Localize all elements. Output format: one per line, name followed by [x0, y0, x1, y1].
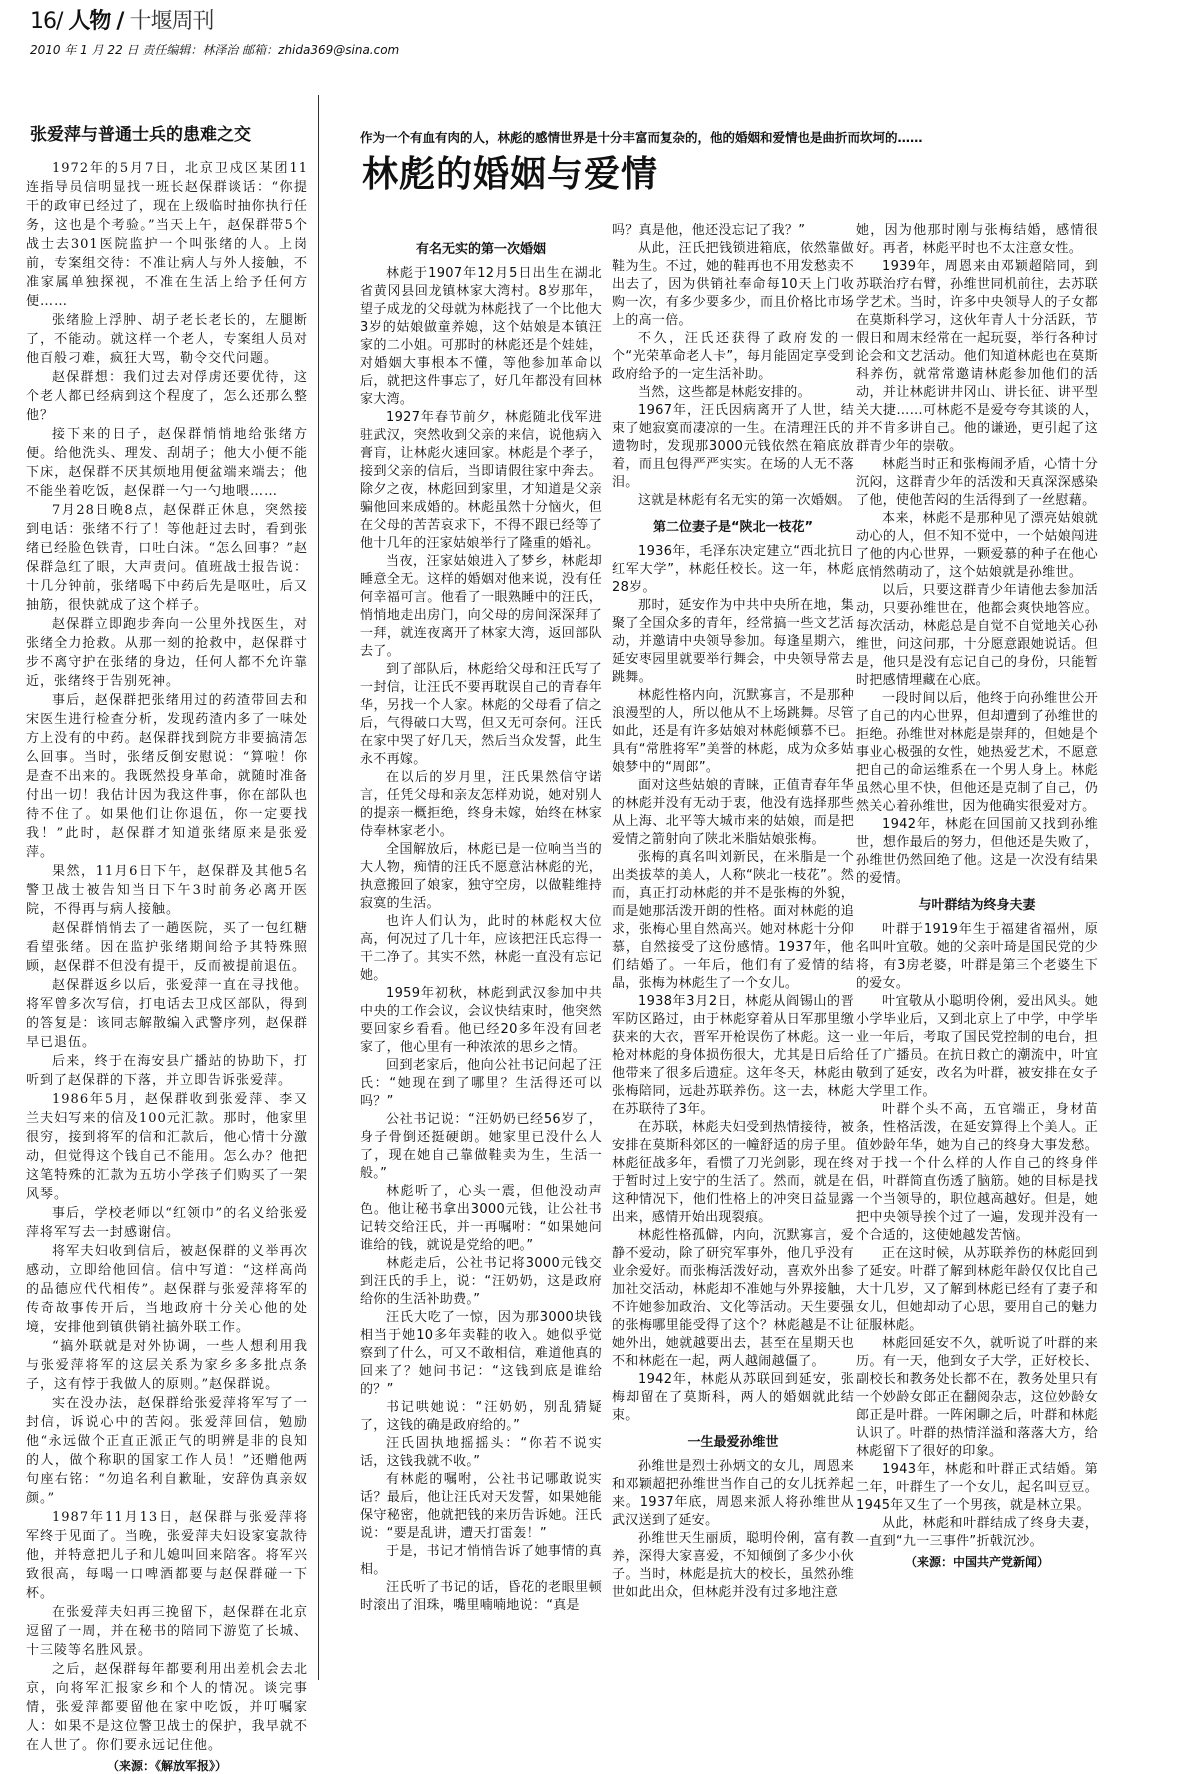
- left-article: [26, 120, 308, 1774]
- paragraph: 从此，汪氏把钱锁进箱底，依然靠做鞋为生。不过，她的鞋再也不用发愁卖不出去了，因为供销社奉命每10天上门收购一次，有多少要多少，而且价格比市场上的高一倍。: [612, 241, 854, 328]
- paragraph: 在张爱萍夫妇再三挽留下，赵保群在北京逗留了一周，并在秘书的陪同下游览了长城、十三陵等名胜风景。: [26, 1605, 308, 1658]
- paragraph: 孙维世天生丽质，聪明伶俐，富有教养，深得大家喜爱，不知倾倒了多少小伙子。当时，林彪是抗大的校长，虽然孙维世如此出众，但林彪并没有过多地注意: [612, 1531, 854, 1600]
- paragraph: 到了部队后，林彪给父母和汪氏写了一封信，让汪氏不要再耽误自己的青春年华，另找一个人家。林彪的父母看了信之后，气得破口大骂，但又无可奈何。汪氏在家中哭了好几天，然后当众发誓，此生永不再嫁。: [360, 662, 602, 767]
- paragraph: 林彪听了，心头一震，但他没动声色。他让秘书拿出3000元钱，让公社书记转交给汪氏，并一再嘱咐：“如果她问谁给的钱，就说是党给的吧。”: [360, 1184, 602, 1253]
- paragraph: 她，因为他那时刚与张梅结婚，感情很好。再者，林彪平时也不太注意女性。: [856, 223, 1098, 256]
- paragraph: 公社书记说：“汪奶奶已经56岁了，身子骨倒还挺硬朗。她家里已没什么人了，现在她自己靠做鞋卖为生，生活一般。”: [360, 1112, 602, 1181]
- page-header: [30, 4, 399, 58]
- paragraph: 1938年3月2日，林彪从阎锡山的晋军防区路过，由于林彪穿着从日军那里缴获来的大衣，晋军开枪误伤了林彪。这一枪对林彪的身体损伤很大，尤其是日后给他带来了很多后遗症。这年冬天，林彪由张梅陪同，远赴苏联养伤。这一去，林彪在苏联待了3年。: [612, 994, 854, 1117]
- paragraph: 那时，延安作为中共中央所在地，集聚了全国众多的青年，经常搞一些文艺活动，并邀请中央领导参加。每逢星期六，延安枣园里就要举行舞会，中央领导常去跳舞。: [612, 598, 854, 685]
- paragraph: 书记哄她说：“汪奶奶，别乱猜疑了，这钱的确是政府给的。”: [360, 1400, 602, 1433]
- paragraph: 事后，赵保群把张绪用过的药渣带回去和宋医生进行检查分析，发现药渣内多了一味处方上没有的中药。赵保群找到院方非要搞清怎么回事。当时，张绪反倒安慰说：“算啦！你是查不出来的。我既然投身革命，就随时准备付出一切！我估计因为我这件事，你在部队也待不住了。如果他们让你退伍，你一定要找我！”此时，赵保群才知道张绪原来是张爱萍。: [26, 693, 308, 860]
- paragraph: 1942年，林彪在回国前又找到孙维世，想作最后的努力，但他还是失败了，孙维世仍然回绝了他。这是一次没有结果的爱情。: [856, 817, 1098, 886]
- subheading: 与叶群结为终身夫妻: [918, 898, 1036, 913]
- paragraph: 赵保群悄悄去了一趟医院，买了一包红糖看望张绪。因在监护张绪期间给予其特殊照顾，赵保群不但没有提干，反而被提前退伍。: [26, 921, 308, 974]
- paragraph: 张梅的真名叫刘新民，在米脂是一个出类拔萃的美人，人称“陕北一枝花”。然而，真正打动林彪的并不是张梅的外貌，而是她那活泼开朗的性格。面对林彪的追求，张梅心里自然高兴。她对林彪十分仰慕，自然接受了这份感情。1937年，他们结婚了。一年后，他们有了爱情的结晶，张梅为林彪生了一个女儿。: [612, 850, 854, 991]
- paragraph: 赵保群想：我们过去对俘虏还要优待，这个老人都已经病到这个程度了，怎么还那么整他？: [26, 370, 308, 423]
- paragraph: 叶宜敬从小聪明伶俐，爱出风头。她小学毕业后，又到北京上了中学，中学毕业一年后，考取了国民党控制的电台，担任了广播员。在抗日救亡的潮流中，叶宜敬到了延安，改名为叶群，被安排在女子大学里工作。: [856, 994, 1098, 1099]
- main-article-intro: 作为一个有血有肉的人，林彪的感情世界是十分丰富而复杂的，他的婚姻和爱情也是曲折而坎坷的……: [360, 130, 923, 145]
- paragraph: 林彪走后，公社书记将3000元钱交到汪氏的手上，说：“汪奶奶，这是政府给你的生活补助费。”: [360, 1256, 602, 1307]
- column-divider: [318, 95, 319, 1680]
- subheading: 有名无实的第一次婚姻: [415, 242, 546, 257]
- paragraph: 当夜，汪家姑娘进入了梦乡，林彪却睡意全无。这样的婚姻对他来说，没有任何幸福可言。他看了一眼熟睡中的汪氏，悄悄地走出房门，向父母的房间深深拜了一拜，就连夜离开了林家大湾，返回部队去了。: [360, 554, 602, 659]
- paragraph: 汪氏固执地摇摇头：“你若不说实话，这钱我就不收。”: [360, 1436, 602, 1469]
- paragraph: 这就是林彪有名无实的第一次婚姻。: [638, 493, 851, 508]
- dateline: 2010 年 1 月 22 日 责任编辑：林泽治 邮箱：zhida369@sina.com: [30, 43, 400, 57]
- page-section-title: [30, 4, 399, 35]
- paragraph: 1959年初秋，林彪到武汉参加中共中央的工作会议，会议快结束时，他突然要回家乡看看。他已经20多年没有回老家了，他心里有一种浓浓的思乡之情。: [360, 986, 602, 1055]
- main-article-title: 林彪的婚姻与爱情: [362, 154, 659, 195]
- paragraph: 赵保群返乡以后，张爱萍一直在寻找他。将军曾多次写信，打电话去卫戍区部队，得到的答复是：该同志解散编入武警序列，赵保群早已退伍。: [26, 978, 308, 1050]
- paragraph: 有林彪的嘱咐，公社书记哪敢说实话？最后，他让汪氏对天发誓，如果她能保守秘密，他就把钱的来历告诉她。汪氏说：“要是乱讲，遭天打雷轰！”: [360, 1472, 602, 1541]
- paragraph: 1939年，周恩来由邓颖超陪同，到苏联治疗右臂，孙维世同机前往，去苏联学艺术。当时，许多中央领导人的子女都在莫斯科学习，这伙年青人十分活跃，节假日和周末经常在一起玩耍，举行各种讨论会和文艺活动。他们知道林彪也在莫斯科养伤，就常常邀请林彪参加他们的活动，并让林彪讲井冈山、讲长征、讲平型关大捷……可林彪不是爱夸夸其谈的人，并不肯多讲自己。他的谦逊，更引起了这群青少年的崇敬。: [856, 259, 1098, 454]
- article-source: （来源：中国共产党新闻）: [904, 1555, 1049, 1569]
- paragraph: 正在这时候，从苏联养伤的林彪回到了延安。叶群了解到林彪年龄仅仅比自己大十几岁，又了解到林彪已经有了妻子和女儿，但她却动了心思，要用自己的魅力征服林彪。: [856, 1246, 1098, 1333]
- paragraph: 于是，书记才悄悄告诉了她事情的真相。: [360, 1544, 602, 1577]
- paragraph: 林彪性格内向，沉默寡言，不是那种浪漫型的人，所以他从不上场跳舞。尽管如此，还是有许多姑娘对林彪倾慕不已。具有“常胜将军”美誉的林彪，成为众多姑娘梦中的“周郎”。: [612, 688, 854, 775]
- paragraph: 1972年的5月7日，北京卫戍区某团11连指导员信明显找一班长赵保群谈话：“你提干的政审已经过了，现在上级临时抽你执行任务，这也是个考验。”当天上午，赵保群带5个战士去301医院监护一个叫张绪的人。上岗前，专案组交待：不准让病人与外人接触，不准家属单独探视，不准在生活上给予任何方便……: [26, 161, 308, 309]
- paragraph: 叶群于1919年生于福建省福州，原名叫叶宜敬。她的父亲叶琦是国民党的少将，有3房老婆，叶群是第三个老婆生下的爱女。: [856, 922, 1098, 991]
- paragraph: 林彪于1907年12月5日出生在湖北省黄冈县回龙镇林家大湾村。8岁那年，望子成龙的父母就为林彪找了一个比他大3岁的姑娘做童养媳，这个姑娘是本镇汪家的二小姐。可那时的林彪还是个娃娃，对婚姻大事根本不懂，等他参加革命以后，就把这件事忘了，好几年都没有回林家大湾。: [360, 266, 602, 407]
- paragraph: 将军夫妇收到信后，被赵保群的义举再次感动，立即给他回信。信中写道：“这样高尚的品德应代代相传”。赵保群与张爱萍将军的传奇故事传开后，当地政府十分关心他的处境，安排他到镇供销社搞外联工作。: [26, 1244, 308, 1335]
- subheading: 第二位妻子是“陕北一枝花”: [652, 520, 814, 535]
- paragraph: “搞外联就是对外协调，一些人想利用我与张爱萍将军的这层关系为家乡多多批点条子，这有悖于我做人的原则。”赵保群说。: [26, 1339, 308, 1392]
- main-article-column-3: [856, 222, 1098, 1570]
- paragraph: 1986年5月，赵保群收到张爱萍、李又兰夫妇写来的信及100元汇款。那时，他家里很穷，接到将军的信和汇款后，他心情十分激动，但觉得这个钱自己不能用。怎么办？他把这笔特殊的汇款为五坊小学孩子们购买了一架风琴。: [26, 1092, 308, 1202]
- paragraph: 实在没办法，赵保群给张爱萍将军写了一封信，诉说心中的苦闷。张爱萍回信，勉励他“永远做个正直正派正气的明辨是非的良知的人，做个称职的国家工作人员！”还赠他两句座右铭：“勿追名利自歉耻，安辞伪真亲奴颜。”: [26, 1396, 308, 1506]
- page-number: 16/: [30, 9, 63, 34]
- paragraph: 事后，学校老师以“红领巾”的名义给张爱萍将军写去一封感谢信。: [26, 1206, 308, 1240]
- paragraph: 果然，11月6日下午，赵保群及其他5名警卫战士被告知当日下午3时前务必离开医院，不得再与病人接触。: [26, 864, 308, 917]
- paragraph: 1967年，汪氏因病离开了人世，结束了她寂寞而凄凉的一生。在清理汪氏的遗物时，发现那3000元钱依然在箱底放着，而且包得严严实实。在场的人无不落泪。: [612, 403, 854, 490]
- paragraph: 1943年，林彪和叶群正式结婚。第二年，叶群生了一个女儿，起名叫豆豆。1945年又生了一个男孩，就是林立果。: [856, 1462, 1098, 1513]
- paragraph: 赵保群立即跑步奔向一公里外找医生，对张绪全力抢救。从那一刻的抢救中，赵保群寸步不离守护在张绪的身边，任何人都不允许靠近，张绪终于告别死神。: [26, 617, 308, 689]
- paragraph: 在苏联，林彪夫妇受到热情接待，被安排在莫斯科郊区的一幢舒适的房子里。林彪征战多年，看惯了刀光剑影，现在终于暂时过上安宁的生活了。然而，就是在这种情况下，他们性格上的冲突日益显露出来，感情开始出现裂痕。: [612, 1120, 854, 1225]
- paragraph: 之后，赵保群每年都要利用出差机会去北京，向将军汇报家乡和个人的情况。谈完事情，张爱萍都要留他在家中吃饭，并叮嘱家人：如果不是这位警卫战士的保护，我早就不在人世了。你们要永远记住他。: [26, 1662, 308, 1753]
- subheading: 一生最爱孙维世: [687, 1435, 779, 1450]
- paragraph: 林彪性格孤僻，内向，沉默寡言，爱静不爱动，除了研究军事外，他几乎没有业余爱好。而张梅活泼好动，喜欢外出参加社交活动，林彪却不准她与外界接触，不许她参加政治、文化等活动。天生要强的张梅哪里能受得了这个？林彪越是不让她外出，她就越要出去，甚至在星期天也不和林彪在一起，两人越闹越僵了。: [612, 1228, 854, 1369]
- separator: /: [116, 9, 124, 34]
- paper-name: 十堰周刊: [129, 9, 214, 34]
- paragraph: 回到老家后，他向公社书记问起了汪氏：“她现在到了哪里？生活得还可以吗？”: [360, 1058, 602, 1109]
- paragraph: 也许人们认为，此时的林彪权大位高，何况过了几十年，应该把汪氏忘得一干二净了。其实不然，林彪一直没有忘记她。: [360, 914, 602, 983]
- paragraph: 林彪回延安不久，就听说了叶群的来历。有一天，他到女子大学，正好校长、副校长和教务处长都不在，教务处里只有一个妙龄女郎正在翻阅杂志，这位妙龄女郎正是叶群。一阵闲聊之后，叶群和林彪认识了。叶群的热情洋溢和落落大方，给林彪留下了很好的印象。: [856, 1336, 1098, 1459]
- paragraph: 吗？真是他，他还没忘记了我？”: [612, 223, 806, 238]
- paragraph: 以后，只要这群青少年请他去参加活动，只要孙维世在，他都会爽快地答应。每次活动，林彪总是自觉不自觉地关心孙维世，问这问那，十分愿意跟她说话。但是，他只是没有忘记自己的身份，只能暂时把感情埋藏在心底。: [856, 583, 1098, 688]
- paragraph: 不久，汪氏还获得了政府发的一个“光荣革命老人卡”，每月能固定享受到政府给予的一定生活补助。: [612, 331, 854, 382]
- paragraph: 张绪脸上浮肿、胡子老长老长的，左腿断了，不能动。就这样一个老人，专案组人员对他百般刁难，疯狂大骂，勒令交代问题。: [26, 313, 308, 366]
- left-article-body: [26, 159, 308, 1755]
- paragraph: 林彪当时正和张梅闹矛盾，心情十分沉闷，这群青少年的活泼和天真深深感染了他，使他苦闷的生活得到了一丝慰藉。: [856, 457, 1098, 508]
- paragraph: 叶群个头不高，五官端正，身材苗条，性格活泼，在延安算得上个美人。正值妙龄年华，她为自己的终身大事发愁。对于找一个什么样的人作自己的终身伴侣，叶群简直伤透了脑筋。她的目标是找一个当领导的，职位越高越好。但是，她把中央领导挨个过了一遍，发现并没有一个合适的，这使她越发苦恼。: [856, 1102, 1098, 1243]
- main-article-column-2: [612, 222, 854, 1602]
- paragraph: 1987年11月13日，赵保群与张爱萍将军终于见面了。当晚，张爱萍夫妇设家宴款待他，并特意把儿子和儿媳叫回来陪客。将军兴致很高，每喝一口啤酒都要与赵保群碰一下杯。: [26, 1510, 308, 1601]
- paragraph: 孙维世是烈士孙炳文的女儿，周恩来和邓颖超把孙维世当作自己的女儿抚养起来。1937年底，周恩来派人将孙维世从武汉送到了延安。: [612, 1459, 854, 1528]
- main-article-column-1: [360, 232, 602, 1615]
- section-name: 人物: [68, 9, 111, 34]
- paragraph: 1942年，林彪从苏联回到延安，张梅却留在了莫斯科，两人的婚姻就此结束。: [612, 1372, 854, 1423]
- paragraph: 1927年春节前夕，林彪随北伐军进驻武汉，突然收到父亲的来信，说他病入膏肓，让林彪火速回家。林彪是个孝子，接到父亲的信后，当即请假往家中奔去。除夕之夜，林彪回到家里，才知道是父亲骗他回来成婚的。林彪虽然十分恼火，但在父母的苦苦哀求下，不得不跟已经等了他十几年的汪家姑娘举行了隆重的婚礼。: [360, 410, 602, 551]
- paragraph: 后来，终于在海安县广播站的协助下，打听到了赵保群的下落，并立即告诉张爱萍。: [26, 1054, 308, 1088]
- left-article-title: 张爱萍与普通士兵的患难之交: [30, 125, 251, 145]
- paragraph: 在以后的岁月里，汪氏果然信守诺言，任凭父母和亲友怎样劝说，她对别人的提亲一概拒绝，终身未嫁，始终在林家侍奉林家老小。: [360, 770, 602, 839]
- paragraph: 1936年，毛泽东决定建立“西北抗日红军大学”，林彪任校长。这一年，林彪28岁。: [612, 544, 854, 595]
- paragraph: 当然，这些都是林彪安排的。: [638, 385, 811, 400]
- paragraph: 全国解放后，林彪已是一位响当当的大人物，痴情的汪氏不愿意沾林彪的光，执意搬回了娘家，独守空房，以做鞋维持寂寞的生活。: [360, 842, 602, 911]
- paragraph: 接下来的日子，赵保群悄悄地给张绪方便。给他洗头、理发、刮胡子；他大小便不能下床，赵保群不厌其烦地用便盆端来端去；他不能坐着吃饭，赵保群一勺一勺地喂……: [26, 427, 308, 499]
- paragraph: 汪氏听了书记的话，昏花的老眼里顿时滚出了泪珠，嘴里喃喃地说：“真是: [360, 1580, 602, 1613]
- paragraph: 本来，林彪不是那种见了漂亮姑娘就动心的人，但不知不觉中，一个姑娘闯进了他的内心世界，一颗爱慕的种子在他心底悄然萌动了，这个姑娘就是孙维世。: [856, 511, 1098, 580]
- paragraph: 一段时间以后，他终于向孙维世公开了自己的内心世界，但却遭到了孙维世的拒绝。孙维世对林彪是崇拜的，但她是个事业心极强的女性，她热爱艺术，不愿意把自己的命运维系在一个男人身上。林彪虽然心里不快，但他还是克制了自己，仍然关心着孙维世，因为他确实很爱对方。: [856, 691, 1098, 814]
- paragraph: 汪氏大吃了一惊，因为那3000块钱相当于她10多年卖鞋的收入。她似乎觉察到了什么，可又不敢相信，难道他真的回来了？她问书记：“这钱到底是谁给的？”: [360, 1310, 602, 1397]
- paragraph: 面对这些姑娘的青睐，正值青春年华的林彪并没有无动于衷，他没有选择那些从上海、北平等大城市来的姑娘，而是把爱情之箭射向了陕北米脂姑娘张梅。: [612, 778, 854, 847]
- paragraph: 从此，林彪和叶群结成了终身夫妻，一直到“九一三事件”折戟沉沙。: [856, 1516, 1098, 1549]
- paragraph: 7月28日晚8点，赵保群正休息，突然接到电话：张绪不行了！等他赶过去时，看到张绪已经脸色铁青，口吐白沫。“怎么回事？”赵保群急红了眼，大声责问。值班战士报告说：十几分钟前，张绪喝下中药后先是呕吐，后又抽筋，很快就成了这个样子。: [26, 503, 308, 613]
- left-article-source: （来源：《解放军报》）: [106, 1759, 227, 1773]
